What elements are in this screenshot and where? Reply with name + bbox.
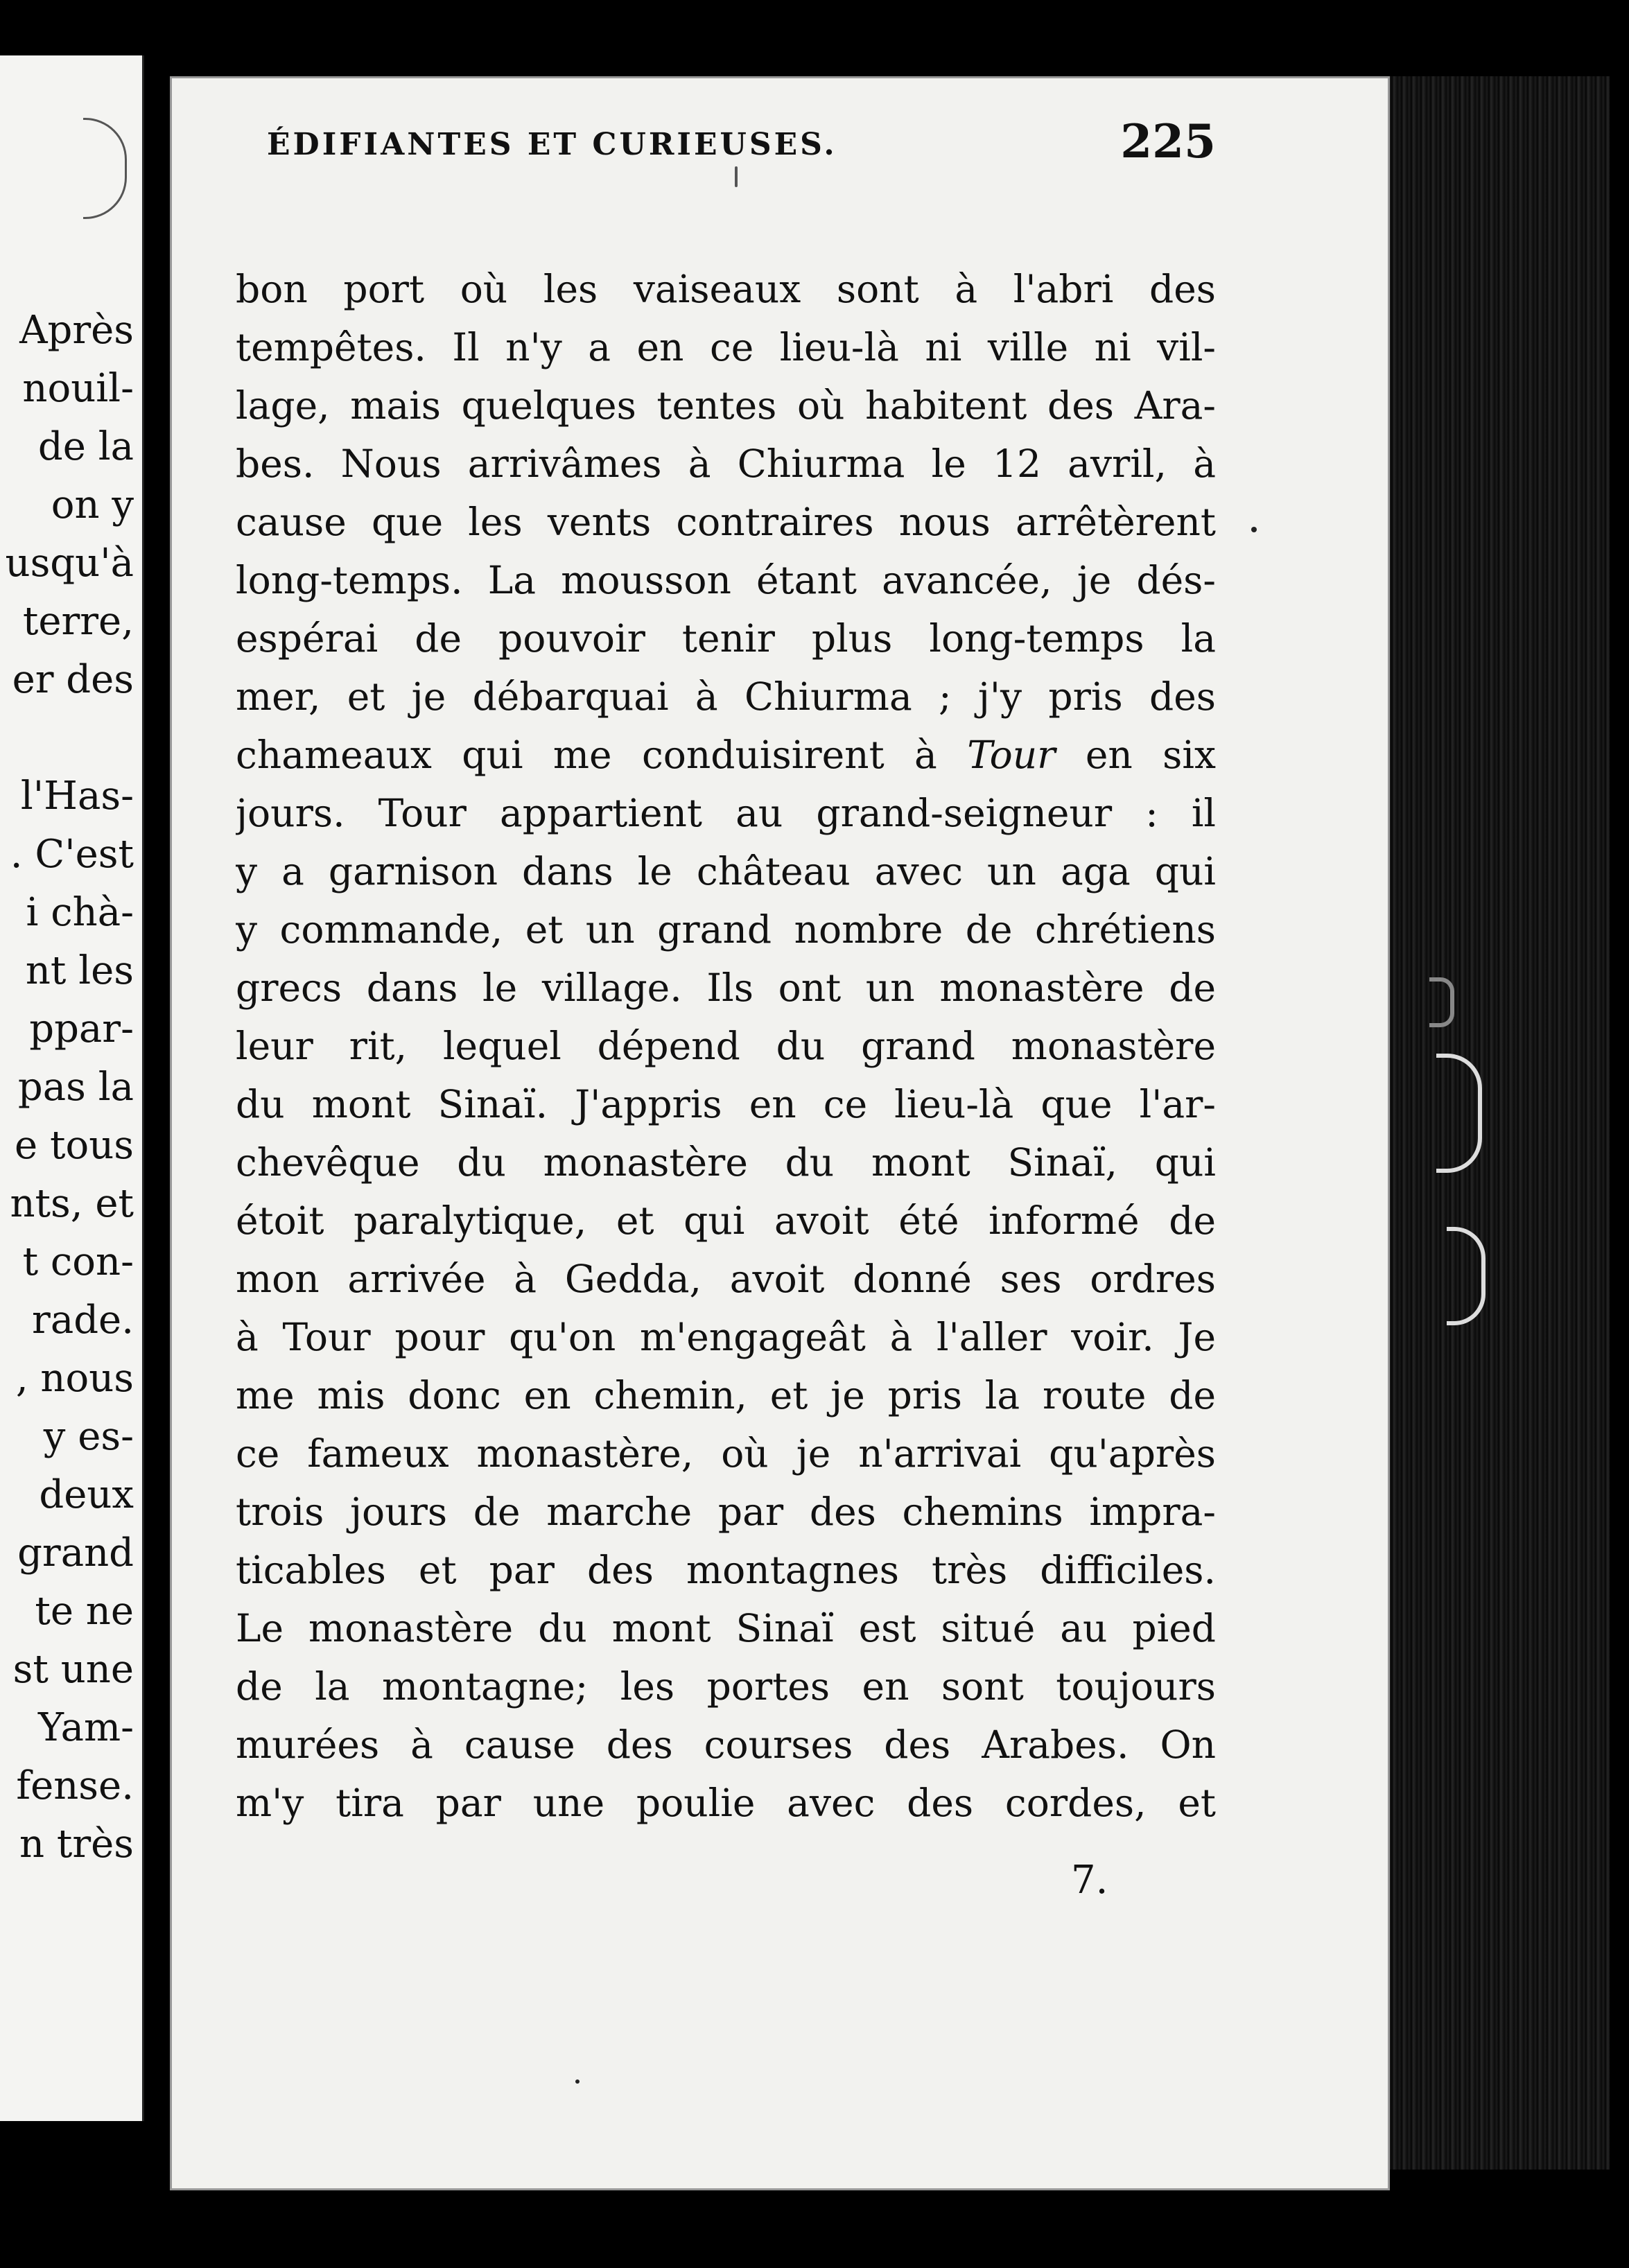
edge-stain-mark — [1447, 1227, 1486, 1325]
text-line: ticables et par des montagnes très difficiles. — [236, 1548, 1216, 1592]
text-line: trois jours de marche par des chemins impra- — [236, 1490, 1216, 1534]
fragment-line: e tous — [15, 1123, 134, 1168]
text-line: mer, et je débarquai à Chiurma ; j'y pris des — [236, 674, 1216, 719]
fragment-line: usqu'à — [5, 541, 134, 586]
text-line: étoit paralytique, et qui avoit été informé de — [236, 1198, 1216, 1243]
text-line: cause que les vents contraires nous arrêtèrent — [236, 500, 1216, 544]
fragment-line — [2, 709, 134, 767]
text-line: à Tour pour qu'on m'engageât à l'aller voir. Je — [236, 1315, 1216, 1359]
ink-speck — [735, 166, 738, 187]
fragment-line: on y — [51, 482, 134, 527]
edge-stain-mark — [1429, 977, 1454, 1027]
text-line: mon arrivée à Gedda, avoit donné ses ordres — [236, 1257, 1216, 1301]
fragment-line: pas la — [17, 1065, 134, 1110]
text-line: y a garnison dans le château avec un aga qui — [236, 849, 1216, 893]
fragment-line: i chà- — [26, 890, 134, 935]
fragment-line: de la — [37, 424, 134, 469]
text-segment: en six — [1055, 733, 1216, 777]
text-line: du mont Sinaï. J'appris en ce lieu-là que l'ar- — [236, 1082, 1216, 1126]
text-line: grecs dans le village. Ils ont un monastère de — [236, 966, 1216, 1010]
fragment-line: , nous — [15, 1356, 134, 1401]
fragment-line: ppar- — [29, 1006, 134, 1052]
text-line: espérai de pouvoir tenir plus long-temps la — [236, 616, 1216, 661]
book-fore-edge — [1386, 76, 1610, 2170]
edge-stain-mark — [1436, 1054, 1482, 1173]
text-line: jours. Tour appartient au grand-seigneur : il — [236, 791, 1216, 835]
fragment-line: te ne — [35, 1589, 134, 1634]
text-line: de la montagne; les portes en sont toujours — [236, 1664, 1216, 1709]
page-curl-mark — [83, 118, 127, 219]
fragment-line: nouil- — [22, 366, 134, 411]
fragment-line: nt les — [25, 948, 134, 993]
page-body-text — [236, 260, 1216, 1832]
fragment-line: Après — [19, 308, 134, 353]
fragment-line: fense. — [16, 1763, 134, 1808]
facing-page-edge — [0, 55, 144, 2121]
text-line: lage, mais quelques tentes où habitent des Ara- — [236, 383, 1216, 428]
text-line — [236, 726, 1216, 784]
text-line: bes. Nous arrivâmes à Chiurma le 12 avril, à — [236, 442, 1216, 486]
text-line: tempêtes. Il n'y a en ce lieu-là ni ville ni vil- — [236, 325, 1216, 369]
page-number: 225 — [1120, 114, 1216, 168]
running-title: ÉDIFIANTES ET CURIEUSES. — [267, 127, 837, 162]
fragment-line: st une — [12, 1647, 134, 1692]
fragment-line: Yam- — [37, 1705, 134, 1750]
running-head — [267, 114, 1216, 177]
fragment-line: y es- — [43, 1414, 134, 1459]
facing-page-text-fragments — [2, 302, 134, 1874]
fragment-line: . C'est — [10, 832, 134, 877]
text-line: chevêque du monastère du mont Sinaï, qui — [236, 1140, 1216, 1185]
fragment-line: rade. — [32, 1298, 134, 1343]
italic-place-name: Tour — [967, 733, 1056, 777]
fragment-line: n très — [19, 1822, 134, 1867]
text-line: leur rit, lequel dépend du grand monastère — [236, 1024, 1216, 1068]
text-line: bon port où les vaiseaux sont à l'abri des — [236, 267, 1216, 311]
fragment-line: er des — [12, 657, 134, 702]
text-line: long-temps. La mousson étant avancée, je dés- — [236, 558, 1216, 602]
text-line: Le monastère du mont Sinaï est situé au pied — [236, 1606, 1216, 1650]
fragment-line: deux — [39, 1472, 134, 1517]
fragment-line: l'Has- — [20, 774, 134, 819]
text-line: y commande, et un grand nombre de chrétiens — [236, 907, 1216, 952]
text-line: murées à cause des courses des Arabes. On — [236, 1722, 1216, 1767]
text-line: ce fameux monastère, où je n'arrivai qu'après — [236, 1431, 1216, 1476]
fragment-line: t con- — [22, 1239, 134, 1284]
fragment-line: grand — [17, 1530, 134, 1576]
ink-speck — [1251, 527, 1257, 532]
text-line: m'y tira par une poulie avec des cordes, et — [236, 1781, 1216, 1825]
text-segment: chameaux qui me conduisirent à — [236, 733, 968, 777]
fragment-line: terre, — [22, 599, 134, 644]
ink-speck — [575, 2079, 580, 2084]
fragment-line: nts, et — [10, 1181, 134, 1226]
signature-mark: 7. — [1071, 1858, 1108, 1903]
text-line: me mis donc en chemin, et je pris la route de — [236, 1373, 1216, 1418]
